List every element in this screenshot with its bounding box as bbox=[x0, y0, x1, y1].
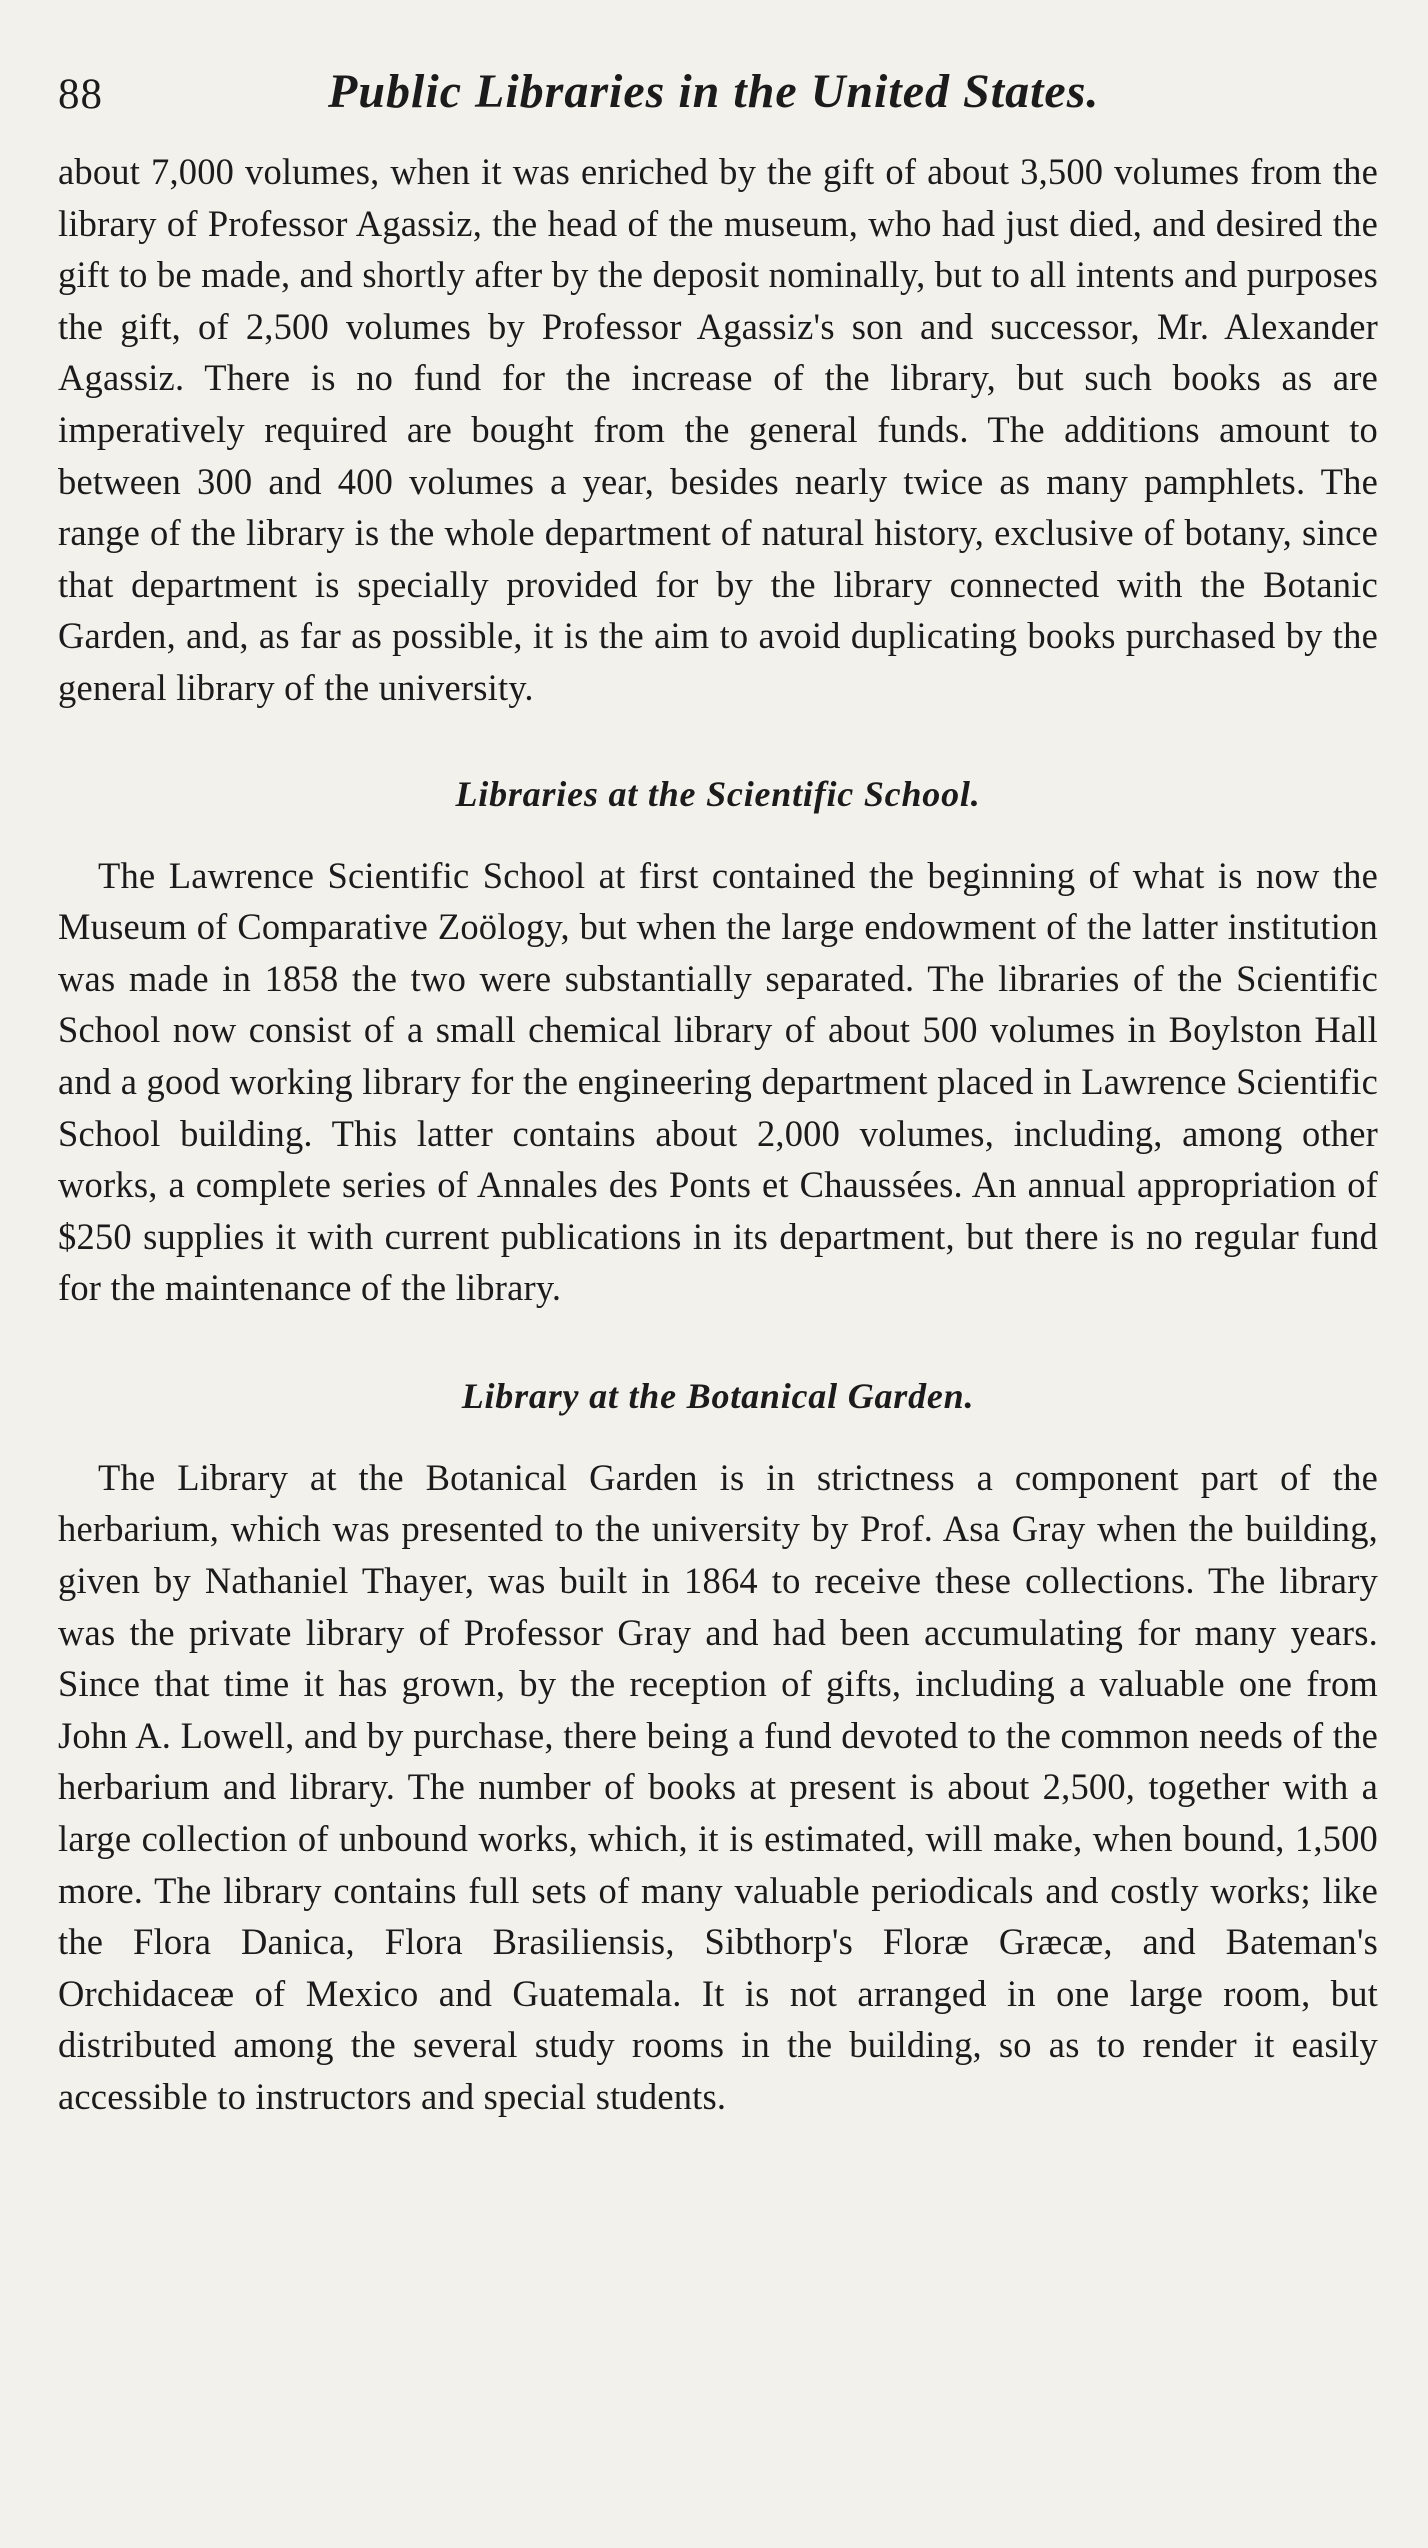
body-paragraph-1: about 7,000 volumes, when it was enriched by the gift of about 3,500 volumes from the library of Professor Agassiz, the head of the museum, who had just died, and desired the gift to be made, and shortly after by the deposit nominally, but to all intents and purposes the gift, of 2,500 volumes by Professor Agassiz's son and successor, Mr. Alexander Agassiz. There is no fund for the increase of the library, but such books as are imperatively required are bought from the general funds. The additions amount to between 300 and 400 volumes a year, besides nearly twice as many pamphlets. The range of the library is the whole department of natural history, exclusive of botany, since that department is specially provided for by the library connected with the Botanic Garden, and, as far as possible, it is the aim to avoid duplicating books purchased by the general library of the university. bbox=[58, 151, 1378, 708]
body-paragraph-2: The Lawrence Scientific School at first contained the beginning of what is now the Museum of Comparative Zoölogy, but when the large endowment of the latter institution was made in 1858 the two were substantially separated. The libraries of the Scientific School now consist of a small chemical library of about 500 volumes in Boylston Hall and a good working library for the engineering department placed in Lawrence Scientific School building. This latter contains about 2,000 volumes, including, among other works, a complete series of Annales des Ponts et Chaussées. An annual appropriation of $250 supplies it with current publications in its department, but there is no regular fund for the maintenance of the library. bbox=[58, 854, 1378, 1309]
body-paragraph-3: The Library at the Botanical Garden is in strictness a component part of the herbarium, which was presented to the university by Prof. Asa Gray when the building, given by Nathaniel Thayer, was built in 1864 to receive these collections. The library was the private library of Professor Gray and had been accumulating for many years. Since that time it has grown, by the reception of gifts, including a valuable one from John A. Lowell, and by purchase, there being a fund devoted to the common needs of the herbarium and library. The number of books at present is about 2,500, together with a large collection of unbound works, which, it is estimated, will make, when bound, 1,500 more. The library contains full sets of many valuable periodicals and costly works; like the Flora Danica, Flora Brasiliensis, Sibthorp's Floræ Græcæ, and Bateman's Orchidaceæ of Mexico and Guatemala. It is not arranged in one large room, but distributed among the several study rooms in the building, so as to render it easily accessible to instructors and special students. bbox=[58, 1456, 1378, 2117]
running-head bbox=[58, 62, 1378, 132]
section-heading-scientific-school: Libraries at the Scientific School. bbox=[455, 773, 981, 814]
section-heading-botanical-garden: Library at the Botanical Garden. bbox=[461, 1375, 975, 1416]
page-number: 88 bbox=[58, 71, 103, 118]
running-title: Public Libraries in the United States. bbox=[328, 65, 1100, 118]
